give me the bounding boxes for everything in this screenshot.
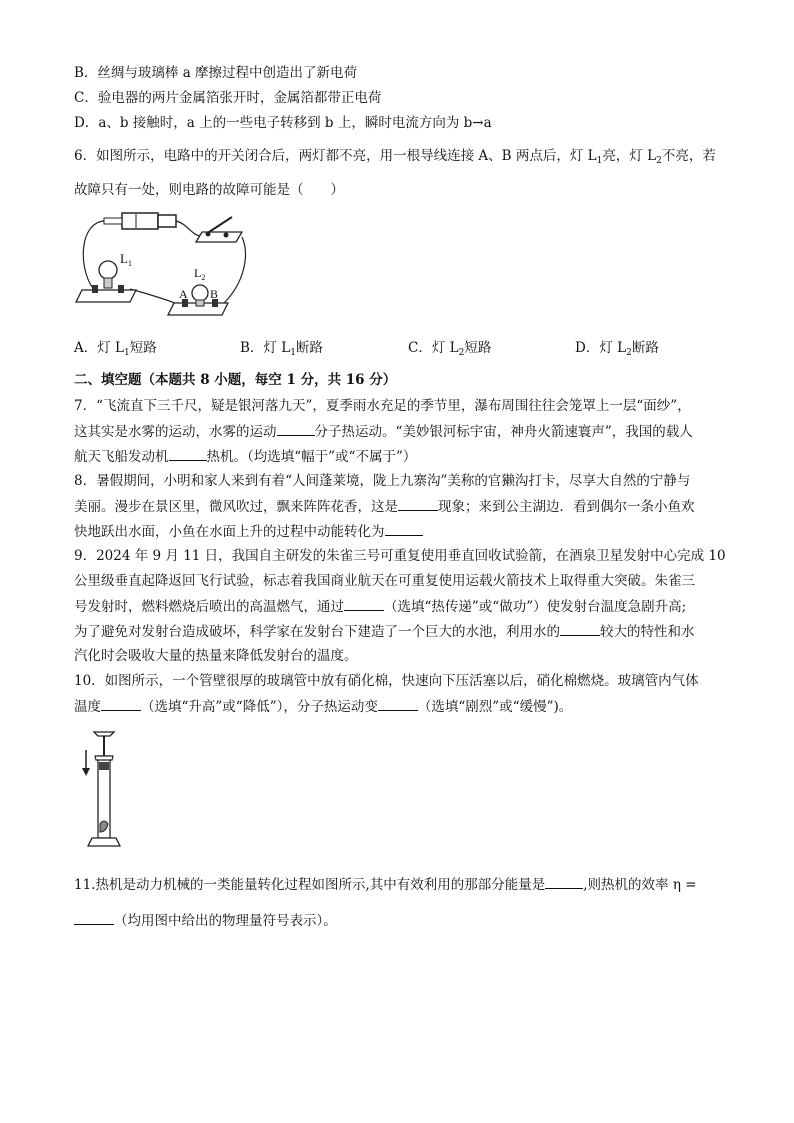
- q8-line2: 美丽。漫步在景区里，微风吹过，飘来阵阵花香，这是 现象；来到公主湖边．看到偶尔一条小鱼欢: [74, 496, 695, 517]
- q9-line2: 公里级垂直起降返回飞行试验，标志着我国商业航天在可重复使用运载火箭技术上取得重大突破。朱雀三: [74, 573, 695, 589]
- q6-option-b: B．灯 $L_1$断路: [240, 340, 323, 358]
- blank[interactable]: [277, 421, 315, 436]
- blank[interactable]: [385, 521, 423, 536]
- q7-line1: 7．“飞流直下三千尺，疑是银河落九天”，夏季雨水充足的季节里，瀑布周围往往会笼罩上一层“面纱”，: [74, 398, 691, 414]
- q7-line2: 这其实是水雾的运动，水雾的运动 分子热运动。“美妙银河标宇宙，神舟火箭速寰声”，我国的载人: [74, 421, 693, 442]
- blank[interactable]: [560, 621, 600, 636]
- q5-option-c: C．验电器的两片金属箔张开时，金属箔都带正电荷: [74, 90, 382, 106]
- q10-line2: 温度 （选填“升高”或“降低”），分子热运动变 （选填“剧烈”或“缓慢”)。: [74, 696, 572, 717]
- blank[interactable]: [344, 596, 384, 611]
- q5-option-d: D．a、b 接触时，a 上的一些电子转移到 b 上，瞬时电流方向为 b→a: [74, 115, 492, 131]
- blank[interactable]: [169, 446, 207, 461]
- q8-line1: 8．暑假期间，小明和家人来到有着“人间蓬莱境，陇上九寨沟”美称的官獭沟打卡，尽享大自然的宁静与: [74, 473, 691, 489]
- blank[interactable]: [101, 696, 141, 711]
- section-heading: 二、填空题（本题共 8 小题，每空 1 分，共 16 分）: [74, 372, 397, 388]
- l2-label: $L_2$: [194, 266, 206, 282]
- q7-line3: 航天飞船发动机 热机。（均选填“幅于”或“不属于”）: [74, 446, 416, 467]
- blank[interactable]: [378, 696, 418, 711]
- circuit-diagram: [74, 205, 254, 323]
- q10-line1: 10．如图所示，一个管壁很厚的玻璃管中放有硝化棉，快速向下压活塞以后，硝化棉燃烧。玻璃管内气体: [74, 673, 699, 689]
- arrow-down-icon: [82, 768, 90, 776]
- l1-label: $L_1$: [120, 251, 132, 268]
- q5-option-b: B．丝绸与玻璃棒 a 摩擦过程中创造出了新电荷: [74, 65, 358, 81]
- blank[interactable]: [398, 496, 438, 511]
- q11-line1: 11.热机是动力机械的一类能量转化过程如图所示,其中有效利用的那部分能量是 ,则热机的效率 η =: [74, 874, 697, 895]
- q6-option-d: D．灯 $L_2$断路: [575, 340, 659, 358]
- q9-line5: 汽化时会吸收大量的热量来降低发射台的温度。: [74, 648, 358, 664]
- q6-stem-line1: 6．如图所示，电路中的开关闭合后，两灯都不亮，用一根导线连接 A、B 两点后，灯 $L_1$亮，灯 $L_2$不亮，若: [74, 148, 716, 166]
- point-a-label: A: [179, 287, 188, 301]
- q9-line3: 号发射时，燃料燃烧后喷出的高温燃气，通过 （选填“热传递”或“做功”）使发射台温度急剧升高;: [74, 596, 686, 617]
- blank[interactable]: [74, 910, 114, 925]
- glass-tube-diagram: [78, 728, 128, 850]
- q8-line3: 快地跃出水面，小鱼在水面上升的过程中动能转化为: [74, 521, 423, 542]
- point-b-label: B: [210, 287, 219, 301]
- q6-option-a: A．灯 $L_1$短路: [74, 340, 157, 358]
- blank[interactable]: [545, 874, 583, 889]
- q6-option-c: C．灯 $L_2$短路: [408, 340, 492, 358]
- q9-line4: 为了避免对发射台造成破坏，科学家在发射台下建造了一个巨大的水池，利用水的 较大的特性和水: [74, 621, 695, 642]
- q6-stem-line2: 故障只有一处，则电路的故障可能是（ ）: [74, 182, 344, 198]
- q11-line2: （均用图中给出的物理量符号表示）。: [74, 910, 337, 931]
- q9-line1: 9．2024 年 9 月 11 日，我国自主研发的朱雀三号可重复使用垂直回收试验箭，在酒泉卫星发射中心完成 10: [74, 548, 726, 564]
